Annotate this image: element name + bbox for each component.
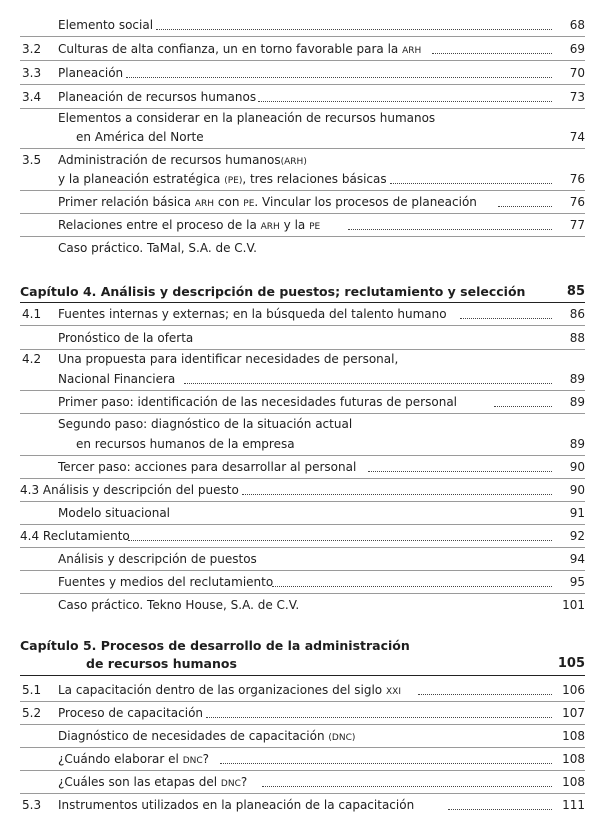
dot-leader bbox=[368, 471, 552, 472]
divider bbox=[20, 770, 585, 771]
dot-leader bbox=[448, 809, 552, 810]
entry-page: 69 bbox=[569, 42, 585, 56]
chapter-page: 105 bbox=[557, 656, 585, 671]
dot-leader bbox=[272, 586, 552, 587]
entry-page: 106 bbox=[562, 683, 585, 697]
entry-title: Instrumentos utilizados en la planeación de la capacitación bbox=[58, 798, 415, 812]
section-number: 3.4 bbox=[22, 90, 42, 104]
divider bbox=[20, 455, 585, 456]
divider bbox=[20, 747, 585, 748]
divider bbox=[20, 724, 585, 725]
entry-page: 86 bbox=[569, 307, 585, 321]
entry-page: 90 bbox=[569, 460, 585, 474]
entry-title: Administración de recursos humanos(ARH) bbox=[58, 153, 307, 167]
divider bbox=[20, 501, 585, 502]
entry-page: 108 bbox=[562, 729, 585, 743]
entry-page: 90 bbox=[569, 483, 585, 497]
entry-title: Planeación de recursos humanos bbox=[58, 90, 257, 104]
dot-leader bbox=[156, 29, 552, 30]
entry-page: 108 bbox=[562, 775, 585, 789]
dot-leader bbox=[242, 494, 552, 495]
entry-title: Relaciones entre el proceso de la ARH y la PE bbox=[58, 218, 321, 232]
dot-leader bbox=[498, 206, 552, 207]
section-number: 4.2 bbox=[22, 352, 42, 366]
entry-page: 76 bbox=[569, 195, 585, 209]
section-number: 5.2 bbox=[22, 706, 42, 720]
divider bbox=[20, 325, 585, 326]
entry-page: 68 bbox=[569, 18, 585, 32]
entry-title: Proceso de capacitación bbox=[58, 706, 204, 720]
entry-title: Fuentes internas y externas; en la búsqueda del talento humano bbox=[58, 307, 447, 321]
dot-leader bbox=[432, 53, 552, 54]
divider bbox=[20, 84, 585, 85]
entry-title-continued: y la planeación estratégica (PE), tres relaciones básicas bbox=[58, 172, 387, 186]
entry-title: Diagnóstico de necesidades de capacitación (DNC) bbox=[58, 729, 356, 743]
entry-page: 89 bbox=[569, 395, 585, 409]
entry-page: 76 bbox=[569, 172, 585, 186]
divider bbox=[20, 701, 585, 702]
chapter-rule bbox=[20, 302, 585, 303]
entry-title: 4.3 Análisis y descripción del puesto bbox=[20, 483, 239, 497]
entry-title-continued: en América del Norte bbox=[76, 130, 204, 144]
divider bbox=[20, 593, 585, 594]
dot-leader bbox=[494, 406, 552, 407]
entry-page: 95 bbox=[569, 575, 585, 589]
dot-leader bbox=[184, 383, 552, 384]
entry-title: Modelo situacional bbox=[58, 506, 171, 520]
dot-leader bbox=[128, 540, 552, 541]
entry-title: 4.4 Reclutamiento bbox=[20, 529, 130, 543]
entry-title: Culturas de alta confianza, un en torno favorable para la ARH bbox=[58, 42, 422, 56]
entry-page: 94 bbox=[569, 552, 585, 566]
divider bbox=[20, 524, 585, 525]
section-number: 5.3 bbox=[22, 798, 42, 812]
divider bbox=[20, 570, 585, 571]
divider bbox=[20, 60, 585, 61]
dot-leader bbox=[220, 763, 552, 764]
entry-title: Tercer paso: acciones para desarrollar al personal bbox=[58, 460, 357, 474]
entry-page: 88 bbox=[569, 331, 585, 345]
divider bbox=[20, 390, 585, 391]
entry-title: Segundo paso: diagnóstico de la situación actual bbox=[58, 417, 353, 431]
entry-title-continued: Nacional Financiera bbox=[58, 372, 176, 386]
entry-page: 89 bbox=[569, 437, 585, 451]
entry-page: 101 bbox=[562, 598, 585, 612]
entry-page: 107 bbox=[562, 706, 585, 720]
entry-title: Caso práctico. TaMal, S.A. de C.V. bbox=[58, 241, 257, 255]
chapter-rule bbox=[20, 675, 585, 676]
dot-leader bbox=[262, 786, 552, 787]
entry-title: Elementos a considerar en la planeación de recursos humanos bbox=[58, 111, 436, 125]
divider bbox=[20, 148, 585, 149]
dot-leader bbox=[258, 101, 552, 102]
entry-page: 91 bbox=[569, 506, 585, 520]
divider bbox=[20, 478, 585, 479]
entry-page: 70 bbox=[569, 66, 585, 80]
entry-title: Una propuesta para identificar necesidades de personal, bbox=[58, 352, 399, 366]
section-number: 3.5 bbox=[22, 153, 42, 167]
divider bbox=[20, 190, 585, 191]
entry-title: Planeación bbox=[58, 66, 124, 80]
divider bbox=[20, 236, 585, 237]
dot-leader bbox=[206, 717, 552, 718]
entry-page: 74 bbox=[569, 130, 585, 144]
dot-leader bbox=[418, 694, 552, 695]
divider bbox=[20, 547, 585, 548]
dot-leader bbox=[390, 183, 552, 184]
chapter-title-continued: de recursos humanos bbox=[86, 656, 237, 671]
entry-page: 77 bbox=[569, 218, 585, 232]
entry-title-continued: en recursos humanos de la empresa bbox=[76, 437, 295, 451]
entry-page: 92 bbox=[569, 529, 585, 543]
entry-page: 73 bbox=[569, 90, 585, 104]
divider bbox=[20, 36, 585, 37]
divider bbox=[20, 213, 585, 214]
entry-page: 89 bbox=[569, 372, 585, 386]
chapter-title: Capítulo 5. Procesos de desarrollo de la administración bbox=[20, 638, 410, 653]
dot-leader bbox=[348, 229, 552, 230]
section-number: 3.2 bbox=[22, 42, 42, 56]
chapter-title: Capítulo 4. Análisis y descripción de puestos; reclutamiento y selección bbox=[20, 284, 526, 299]
entry-page: 111 bbox=[562, 798, 585, 812]
entry-title: Análisis y descripción de puestos bbox=[58, 552, 257, 566]
entry-title: Pronóstico de la oferta bbox=[58, 331, 194, 345]
section-number: 3.3 bbox=[22, 66, 42, 80]
entry-title: La capacitación dentro de las organizaciones del siglo XXI bbox=[58, 683, 401, 697]
divider bbox=[20, 413, 585, 414]
entry-title: Caso práctico. Tekno House, S.A. de C.V. bbox=[58, 598, 300, 612]
entry-title: ¿Cuándo elaborar el DNC? bbox=[58, 752, 210, 766]
divider bbox=[20, 349, 585, 350]
section-number: 5.1 bbox=[22, 683, 42, 697]
chapter-page: 85 bbox=[566, 284, 585, 299]
entry-title: ¿Cuáles son las etapas del DNC? bbox=[58, 775, 248, 789]
entry-page: 108 bbox=[562, 752, 585, 766]
entry-title: Elemento social bbox=[58, 18, 154, 32]
dot-leader bbox=[126, 77, 552, 78]
entry-title: Primer relación básica ARH con PE. Vincular los procesos de planeación bbox=[58, 195, 477, 209]
dot-leader bbox=[460, 318, 552, 319]
section-number: 4.1 bbox=[22, 307, 42, 321]
entry-title: Primer paso: identificación de las necesidades futuras de personal bbox=[58, 395, 458, 409]
divider bbox=[20, 793, 585, 794]
divider bbox=[20, 108, 585, 109]
entry-title: Fuentes y medios del reclutamiento bbox=[58, 575, 274, 589]
